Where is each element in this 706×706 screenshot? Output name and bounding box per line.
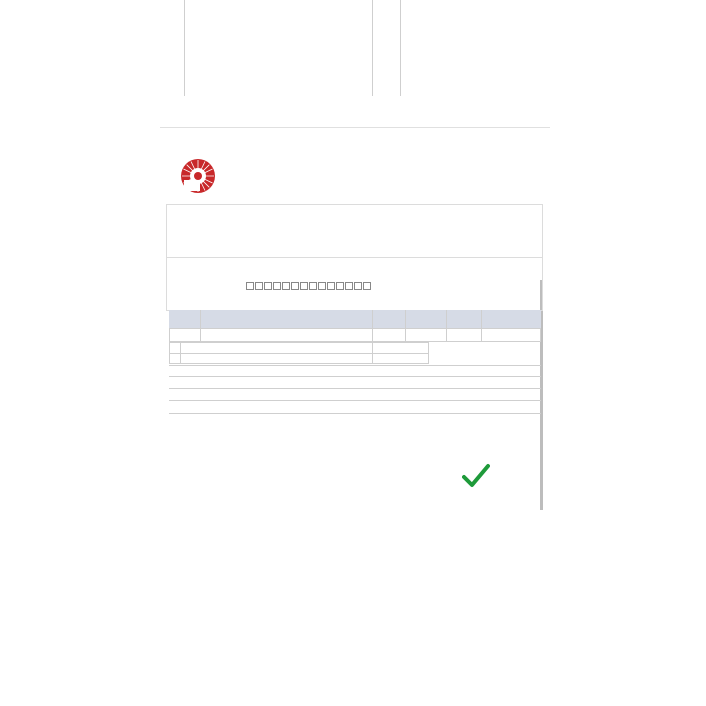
overlay-rows	[169, 342, 429, 364]
previous-page-fragment	[168, 0, 540, 96]
buyer-tax-code	[246, 277, 372, 295]
company-logo	[180, 158, 216, 194]
page-top-border	[160, 127, 550, 128]
seller-section	[166, 204, 543, 258]
verified-check-icon	[462, 463, 490, 489]
goods-table-header	[169, 310, 541, 328]
table-index-row	[169, 328, 541, 342]
